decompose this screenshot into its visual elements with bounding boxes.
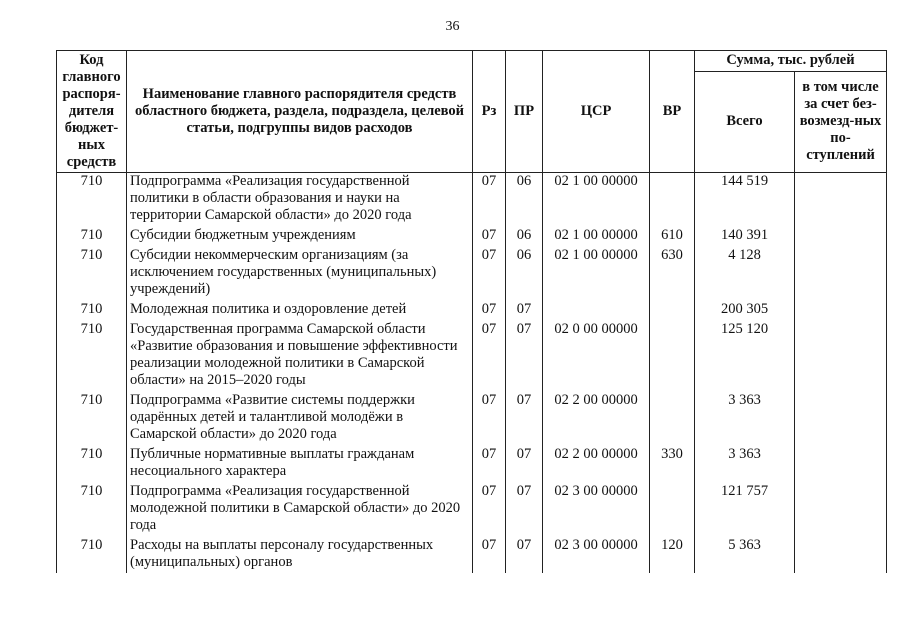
cell-rz: 07 — [473, 226, 506, 246]
cell-vr — [650, 391, 695, 445]
cell-pr: 07 — [506, 445, 543, 482]
cell-pr: 06 — [506, 246, 543, 300]
cell-csr: 02 2 00 00000 — [543, 391, 650, 445]
cell-name: Расходы на выплаты персоналу государственных (муниципальных) органов — [127, 536, 473, 573]
cell-rz: 07 — [473, 173, 506, 227]
cell-csr: 02 3 00 00000 — [543, 482, 650, 536]
cell-csr — [543, 300, 650, 320]
cell-code: 710 — [57, 173, 127, 227]
header-name: Наименование главного распорядителя средств областного бюджета, раздела, подраздела, целевой статьи, подгруппы видов расходов — [127, 51, 473, 173]
cell-csr: 02 2 00 00000 — [543, 445, 650, 482]
cell-vr: 610 — [650, 226, 695, 246]
header-sum-group: Сумма, тыс. рублей — [695, 51, 887, 72]
cell-total: 3 363 — [695, 445, 795, 482]
cell-code: 710 — [57, 320, 127, 391]
cell-code: 710 — [57, 226, 127, 246]
cell-incl — [795, 445, 887, 482]
table-row — [57, 320, 887, 391]
cell-vr — [650, 300, 695, 320]
cell-name: Субсидии некоммерческим организациям (за исключением государственных (муниципальных) учреждений) — [127, 246, 473, 300]
cell-rz: 07 — [473, 246, 506, 300]
page-number: 36 — [445, 19, 460, 34]
cell-code: 710 — [57, 391, 127, 445]
cell-total: 144 519 — [695, 173, 795, 227]
cell-rz: 07 — [473, 300, 506, 320]
table-row — [57, 482, 887, 536]
header-csr: ЦСР — [543, 51, 650, 173]
cell-total: 200 305 — [695, 300, 795, 320]
cell-incl — [795, 391, 887, 445]
header-pr: ПР — [506, 51, 543, 173]
cell-incl — [795, 536, 887, 573]
table-row — [57, 300, 887, 320]
cell-pr: 07 — [506, 300, 543, 320]
cell-rz: 07 — [473, 391, 506, 445]
table-row — [57, 445, 887, 482]
cell-name: Подпрограмма «Реализация государственной молодежной политики в Самарской области» до 2020 года — [127, 482, 473, 536]
cell-rz: 07 — [473, 482, 506, 536]
cell-pr: 06 — [506, 173, 543, 227]
cell-total: 3 363 — [695, 391, 795, 445]
cell-rz: 07 — [473, 536, 506, 573]
cell-vr: 330 — [650, 445, 695, 482]
cell-pr: 07 — [506, 482, 543, 536]
cell-incl — [795, 482, 887, 536]
cell-rz: 07 — [473, 445, 506, 482]
table-row — [57, 226, 887, 246]
cell-name: Государственная программа Самарской области «Развитие образования и повышение эффективности реализации молодежной политики в Самарской области» на 2015–2020 годы — [127, 320, 473, 391]
budget-table — [56, 50, 887, 573]
cell-incl — [795, 300, 887, 320]
cell-name: Молодежная политика и оздоровление детей — [127, 300, 473, 320]
cell-code: 710 — [57, 246, 127, 300]
cell-rz: 07 — [473, 320, 506, 391]
table-row — [57, 246, 887, 300]
cell-code: 710 — [57, 482, 127, 536]
cell-csr: 02 1 00 00000 — [543, 173, 650, 227]
cell-pr: 07 — [506, 320, 543, 391]
cell-code: 710 — [57, 536, 127, 573]
cell-vr — [650, 482, 695, 536]
cell-pr: 06 — [506, 226, 543, 246]
header-vr: ВР — [650, 51, 695, 173]
cell-total: 140 391 — [695, 226, 795, 246]
cell-vr — [650, 173, 695, 227]
cell-name: Субсидии бюджетным учреждениям — [127, 226, 473, 246]
cell-code: 710 — [57, 445, 127, 482]
table-body — [57, 173, 887, 574]
cell-name: Подпрограмма «Развитие системы поддержки одарённых детей и талантливой молодёжи в Самарской области» до 2020 года — [127, 391, 473, 445]
cell-total: 4 128 — [695, 246, 795, 300]
header-code: Код главного распоря-дителя бюджет-ных средств — [57, 51, 127, 173]
cell-csr: 02 3 00 00000 — [543, 536, 650, 573]
cell-incl — [795, 320, 887, 391]
table-row — [57, 391, 887, 445]
cell-code: 710 — [57, 300, 127, 320]
cell-incl — [795, 246, 887, 300]
cell-csr: 02 1 00 00000 — [543, 246, 650, 300]
table-header — [57, 51, 887, 173]
table-row — [57, 173, 887, 227]
cell-pr: 07 — [506, 536, 543, 573]
cell-vr: 120 — [650, 536, 695, 573]
header-rz: Рз — [473, 51, 506, 173]
cell-total: 125 120 — [695, 320, 795, 391]
header-incl: в том числе за счет без-возмезд-ных по-ступлений — [795, 71, 887, 173]
cell-csr: 02 1 00 00000 — [543, 226, 650, 246]
cell-total: 5 363 — [695, 536, 795, 573]
cell-incl — [795, 173, 887, 227]
cell-name: Публичные нормативные выплаты гражданам несоциального характера — [127, 445, 473, 482]
cell-total: 121 757 — [695, 482, 795, 536]
cell-name: Подпрограмма «Реализация государственной политики в области образования и науки на территории Самарской области» до 2020 года — [127, 173, 473, 227]
cell-vr: 630 — [650, 246, 695, 300]
cell-vr — [650, 320, 695, 391]
cell-pr: 07 — [506, 391, 543, 445]
table-row — [57, 536, 887, 573]
header-total: Всего — [695, 71, 795, 173]
cell-incl — [795, 226, 887, 246]
cell-csr: 02 0 00 00000 — [543, 320, 650, 391]
